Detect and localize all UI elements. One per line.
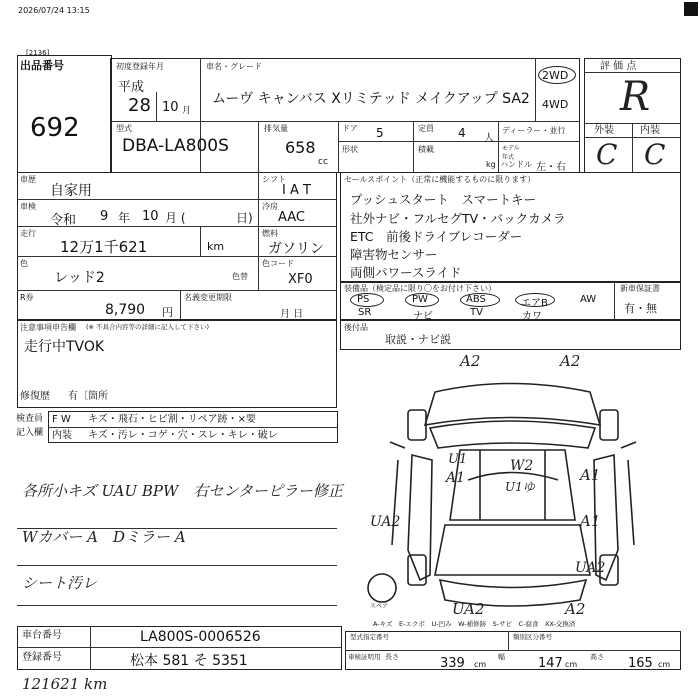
mileage-unit: km xyxy=(207,240,225,253)
repair-label: 修復歴 xyxy=(20,391,50,402)
handwritten-line-2: Wカバー A Dミラー A xyxy=(22,528,186,546)
reg-era: 平成 xyxy=(118,80,145,95)
load-label: 積載 xyxy=(418,145,434,154)
notes-value: 走行中TVOK xyxy=(24,339,105,355)
equip-ps: PS xyxy=(357,294,370,305)
diagram-mark: A2 xyxy=(565,600,586,618)
inspection-month-unit: 月 ( xyxy=(165,211,186,225)
diagram-mark: U1ゆ xyxy=(505,480,535,494)
print-timestamp: 2026/07/24 13:15 xyxy=(18,6,90,15)
inspector-int-label: 内装 xyxy=(52,430,72,441)
height-label: 高さ xyxy=(590,653,604,661)
postfit-label: 後付品 xyxy=(344,323,368,332)
sales-point-item: ETC 前後ドライブレコーダー xyxy=(350,229,523,244)
height-value: 165 xyxy=(628,656,653,671)
ext-label: 外装 xyxy=(594,125,614,136)
recycle-unit: 円 xyxy=(162,306,173,319)
name-change-label: 名義変更期限 xyxy=(184,293,232,302)
corner-mark xyxy=(684,2,698,16)
sales-point-item: プッシュスタート スマートキー xyxy=(350,192,537,207)
disp-label: 排気量 xyxy=(264,124,288,133)
model-label: 車名・グレード xyxy=(206,62,262,71)
inspection-year-unit: 年 xyxy=(118,211,131,225)
inspection-era: 令和 xyxy=(50,213,77,228)
class-spec-label: 類別区分番号 xyxy=(513,633,552,641)
length-value: 339 xyxy=(440,656,465,671)
color-label: 色 xyxy=(20,259,28,268)
model-year-label: モデル 年式 xyxy=(502,145,520,161)
fuel-value: ガソリン xyxy=(268,241,324,257)
name-change-value: 月 日 xyxy=(280,309,304,320)
colorcode-label: 色コード xyxy=(262,259,294,268)
capacity-value: 4 xyxy=(458,126,466,140)
inspector-label-2: 記入欄 xyxy=(16,428,44,438)
inspection-month: 10 xyxy=(142,209,159,224)
inspection-year: 9 xyxy=(100,209,109,224)
capacity-unit: 人 xyxy=(484,133,494,144)
type-label: 型式 xyxy=(116,124,132,133)
diagram-mark: A1 xyxy=(580,512,601,530)
cert-label: 車検証明用 xyxy=(348,653,381,661)
equip-tv: TV xyxy=(470,307,483,318)
diagram-mark: W2 xyxy=(510,458,534,474)
diagram-mark: UA2 xyxy=(370,514,401,530)
notes-box xyxy=(17,320,337,408)
notes-sub: (※ 不具合内容等の詳細に記入して下さい) xyxy=(86,323,210,331)
int-value: C xyxy=(644,138,666,171)
inspection-label: 車検 xyxy=(20,202,36,211)
diagram-mark: UA2 xyxy=(575,560,606,576)
recycle-label: R券 xyxy=(20,293,34,302)
usage-label: 車歴 xyxy=(20,175,36,184)
ac-value: AAC xyxy=(278,210,305,225)
load-unit: kg xyxy=(486,160,496,169)
inspector-fw-items: キズ・飛石・ヒビ割・リペア跡・×要 xyxy=(88,414,256,425)
recycle-value: 8,790 xyxy=(105,302,146,318)
type-value: DBA-LA800S xyxy=(122,136,229,156)
damage-legend: A-キズ E-エクボ U-凹み W-補修跡 S-サビ C-腐食 XX-交換済 xyxy=(373,620,576,628)
handle-label: ハンドル xyxy=(500,160,532,169)
equip-navi: ナビ xyxy=(413,311,433,322)
sales-point-item: 障害物センサー xyxy=(350,247,438,262)
color-change-label: 色替 xyxy=(232,272,248,281)
handwritten-line-1: 各所小キズ UAU BPW 右センターピラー修正 xyxy=(22,482,343,500)
rating-value: R xyxy=(620,74,651,120)
diagram-mark: A2 xyxy=(560,352,581,370)
rating-label: 評 価 点 xyxy=(600,61,637,72)
sales-points-label: セールスポイント（正常に機能するものに限ります） xyxy=(344,175,536,184)
disp-unit: cc xyxy=(318,157,328,167)
shape-label: 形状 xyxy=(342,145,358,154)
opt-4wd: 4WD xyxy=(542,98,569,111)
width-value: 147 xyxy=(538,656,563,671)
inspection-day: 日) xyxy=(236,211,253,225)
usage-value: 自家用 xyxy=(50,183,92,199)
equipment-label: 装備品（検定品に限り〇をお付け下さい） xyxy=(344,284,496,293)
equip-leather: カワ xyxy=(522,311,542,322)
sales-point-item: 社外ナビ・フルセグTV・バックカメラ xyxy=(350,211,566,226)
int-label: 内装 xyxy=(640,125,660,136)
diagram-mark: A2 xyxy=(460,352,481,370)
equip-sr: SR xyxy=(358,307,372,318)
chassis-label: 車台番号 xyxy=(22,630,62,641)
mileage-label: 走行 xyxy=(20,229,36,238)
doors-label: ドア xyxy=(342,124,358,133)
diagram-mark: A1 xyxy=(446,470,466,486)
ac-label: 冷房 xyxy=(262,202,278,211)
doors-value: 5 xyxy=(376,126,384,140)
capacity-label: 定員 xyxy=(418,124,434,133)
width-label: 幅 xyxy=(498,653,505,661)
equip-airbag: エアB xyxy=(521,298,548,309)
spare-label: スペア xyxy=(370,603,389,610)
diagram-mark: UA2 xyxy=(452,600,485,618)
mileage-value: 12万1千621 xyxy=(60,238,148,256)
fuel-label: 燃料 xyxy=(262,229,278,238)
equip-abs: ABS xyxy=(466,294,486,305)
ext-value: C xyxy=(596,138,618,171)
repair-value: 有〔箇所 xyxy=(68,391,108,402)
plate-value: 松本 581 そ 5351 xyxy=(130,653,248,669)
length-unit: cm xyxy=(474,660,487,669)
postfit-value: 取説・ナビ説 xyxy=(385,333,451,346)
handle-value: 左・右 xyxy=(536,162,566,173)
diagram-mark: A1 xyxy=(580,466,601,484)
reg-label: 初度登録年月 xyxy=(116,62,164,71)
lot-number: 692 xyxy=(30,113,80,143)
chassis-value: LA800S-0006526 xyxy=(140,629,261,645)
colorcode-value: XF0 xyxy=(288,272,313,287)
color-value: レッド2 xyxy=(54,270,105,286)
inspector-label-1: 検査員 xyxy=(16,414,44,424)
mileage-note: 121621 km xyxy=(22,675,108,693)
inspector-int-items: キズ・汚レ・コゲ・穴・スレ・キレ・破レ xyxy=(88,430,278,441)
handwritten-line-3: シート汚レ xyxy=(22,574,98,592)
disp-value: 658 xyxy=(285,138,316,157)
opt-2wd: 2WD xyxy=(542,69,569,82)
lot-code: [2136] xyxy=(26,49,50,57)
plate-label: 登録番号 xyxy=(22,652,62,663)
warranty-value: 有・無 xyxy=(624,302,657,315)
type-spec-label: 型式指定番号 xyxy=(350,633,389,641)
model-name: ムーヴ キャンバス Xリミテッド メイクアップ SA2 xyxy=(212,91,530,107)
diagram-mark: U1 xyxy=(448,452,468,467)
shift-label: シフト xyxy=(262,175,286,184)
lot-label: 出品番号 xyxy=(20,59,64,72)
reg-month-unit: 月 xyxy=(182,106,192,116)
width-unit: cm xyxy=(565,660,578,669)
shift-value: I A T xyxy=(282,183,311,198)
equip-aw: AW xyxy=(580,294,597,305)
inspector-fw-label: F W xyxy=(52,414,71,425)
height-unit: cm xyxy=(658,660,671,669)
length-label: 長さ xyxy=(385,653,399,661)
notes-label: 注意事項申告欄 xyxy=(20,323,76,332)
warranty-label: 新車保証書 xyxy=(620,284,660,293)
equip-pw: PW xyxy=(412,294,428,305)
reg-month: 10 xyxy=(162,100,179,115)
dealer-label: ディーラー・並行 xyxy=(502,126,566,135)
reg-year: 28 xyxy=(128,95,151,116)
sales-point-item: 両側パワースライド xyxy=(350,265,462,280)
